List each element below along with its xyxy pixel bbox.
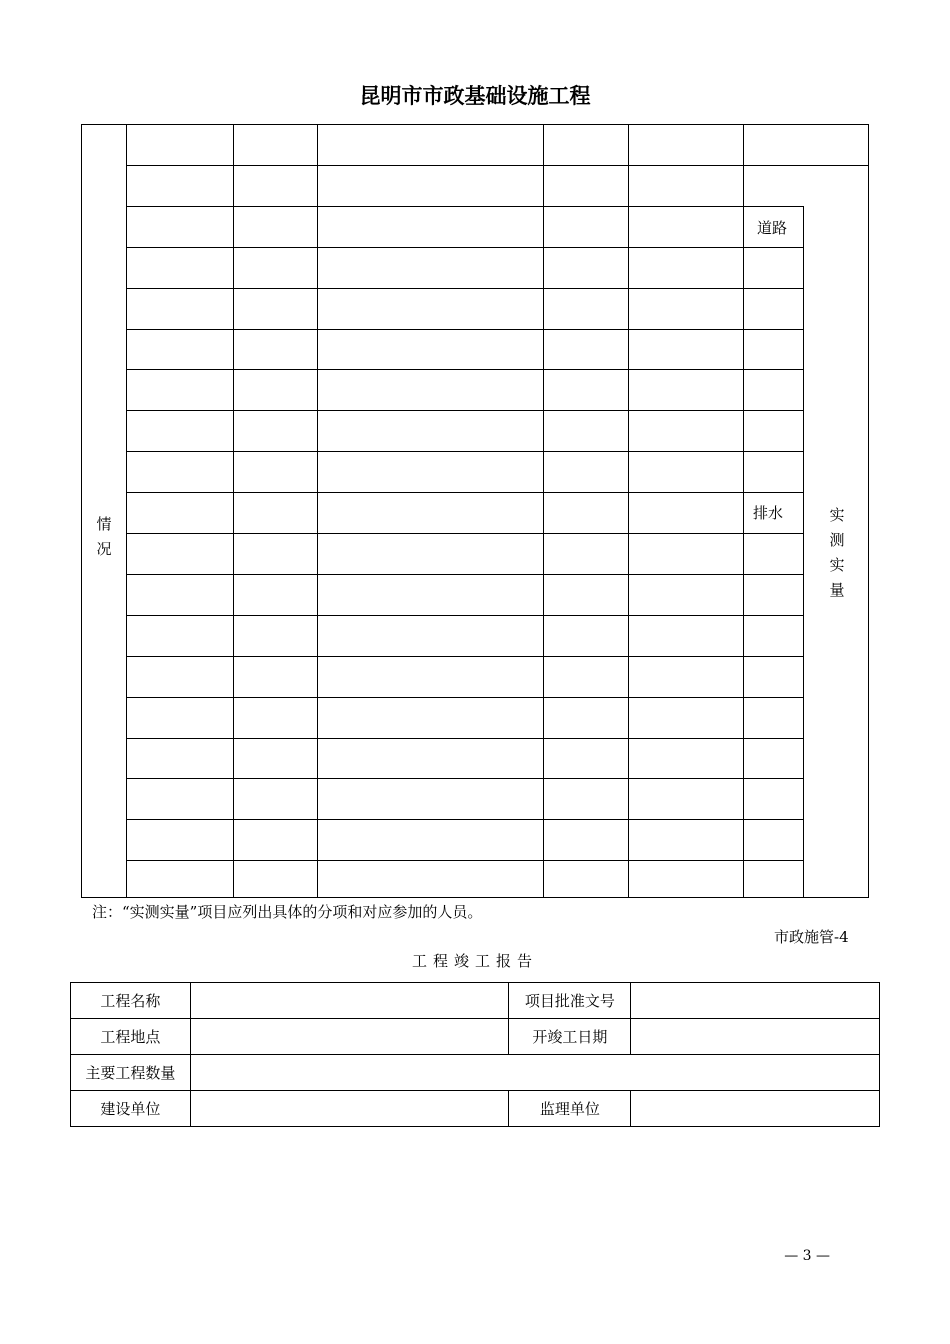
right-label-char: 测 (829, 531, 845, 549)
label-main-quantities: 主要工程数量 (71, 1055, 191, 1091)
row-line (126, 165, 868, 166)
approval-number-field[interactable] (631, 983, 880, 1019)
right-label-char: 实 (829, 506, 845, 524)
table-border-left (81, 124, 82, 897)
table-border-right (868, 124, 869, 897)
row-line (126, 615, 803, 616)
row-line (126, 329, 803, 330)
report-table (70, 982, 880, 1127)
row-line (126, 451, 803, 452)
project-name-field[interactable] (190, 983, 509, 1019)
project-location-field[interactable] (190, 1019, 509, 1055)
col-line (543, 124, 544, 897)
table-row (71, 1019, 880, 1055)
col-line (803, 206, 804, 897)
col-line (628, 124, 629, 897)
drain-label: 排水 (753, 504, 784, 522)
row-line (126, 247, 803, 248)
col-line (233, 124, 234, 897)
right-label-char: 实 (829, 556, 845, 574)
label-supervision-unit: 监理单位 (509, 1091, 631, 1127)
table-row (71, 983, 880, 1019)
label-construction-unit: 建设单位 (71, 1091, 191, 1127)
left-label-char: 情 (96, 515, 112, 533)
col-line (126, 124, 127, 897)
label-project-name: 工程名称 (71, 983, 191, 1019)
left-label-char: 况 (96, 540, 112, 558)
col-line (743, 124, 744, 897)
label-project-location: 工程地点 (71, 1019, 191, 1055)
start-end-date-field[interactable] (631, 1019, 880, 1055)
construction-unit-field[interactable] (190, 1091, 509, 1127)
report-title: 工程竣工报告 (411, 952, 538, 970)
table-border-bottom (81, 897, 869, 898)
table-row (71, 1091, 880, 1127)
road-label: 道路 (757, 219, 788, 237)
row-line (126, 738, 803, 739)
row-line (126, 288, 803, 289)
table-note: 注：“实测实量”项目应列出具体的分项和对应参加的人员。 (92, 903, 483, 921)
document-title: 昆明市市政基础设施工程 (359, 84, 591, 108)
row-line (126, 410, 803, 411)
row-line (126, 206, 803, 207)
label-start-end-date: 开竣工日期 (509, 1019, 631, 1055)
row-line (126, 860, 803, 861)
row-line (126, 697, 803, 698)
table-row (71, 1055, 880, 1091)
row-line (126, 574, 803, 575)
right-label-char: 量 (829, 581, 845, 599)
row-line (126, 819, 803, 820)
main-quantities-field[interactable] (190, 1055, 879, 1091)
table-border-top (81, 124, 869, 125)
row-line (126, 533, 803, 534)
form-code: 市政施管-4 (774, 928, 849, 946)
row-line (126, 778, 803, 779)
supervision-unit-field[interactable] (631, 1091, 880, 1127)
col-line (317, 124, 318, 897)
row-line (126, 656, 803, 657)
row-line (126, 369, 803, 370)
row-line (126, 492, 803, 493)
page-number: — 3 — (784, 1248, 830, 1264)
label-approval-number: 项目批准文号 (509, 983, 631, 1019)
